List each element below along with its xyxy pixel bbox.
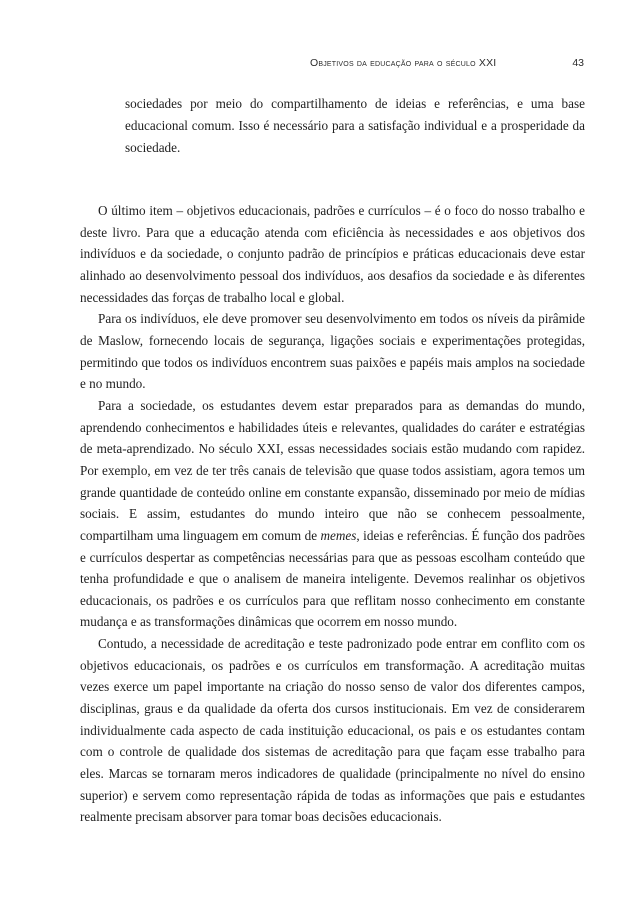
indented-quote-continuation: sociedades por meio do compartilhamento de ideias e referências, e uma base educacional comum. Isso é necessário para a satisfação individual e a prosperidade da sociedade.	[125, 96, 585, 155]
body-text	[80, 200, 585, 828]
paragraph-4: Contudo, a necessidade de acreditação e teste padronizado pode entrar em conflito com os objetivos educacionais, os padrões e os currículos em transformação. A acreditação muitas vezes exerce um papel importante na criação do nosso senso de valor dos diferentes campos, disciplinas, graus e da qualidade da oferta dos cursos institucionais. Em vez de considerarem individualmente cada aspecto de cada instituição educacional, os pais e os estudantes contam com o controle de qualidade dos sistemas de acreditação para que façam esse trabalho para eles. Marcas se tornaram meros indicadores de qualidade (principalmente no nível do ensino superior) e servem como representação rápida de todas as informações que pais e estudantes realmente precisam absorver para tomar boas decisões educacionais.	[80, 636, 585, 825]
paragraph-3-text-b: , ideias e referências. É função dos padrões e currículos despertar as competências necessárias para que as pessoas escolham conteúdo que tenha profundidade e que o analisem de maneira inteligente. Devemos realinhar os objetivos educacionais, os padrões e os currículos para que reflitam nosso conhecimento em constante mudança e as transformações dinâmicas que ocorrem em nosso mundo.	[80, 527, 585, 630]
page-number: 43	[572, 57, 584, 69]
running-header	[300, 57, 584, 75]
paragraph-3	[80, 395, 585, 633]
paragraph-2: Para os indivíduos, ele deve promover seu desenvolvimento em todos os níveis da pirâmide de Maslow, fornecendo locais de segurança, ligações sociais e experimentações protegidas, permitindo que todos os indivíduos encontrem suas paixões e papéis mais amplos na sociedade e no mundo.	[80, 311, 585, 392]
italic-term-memes: memes	[320, 527, 357, 543]
paragraph-3-text-a: Para a sociedade, os estudantes devem estar preparados para as demandas do mundo, aprendendo conhecimentos e habilidades úteis e relevantes, qualidades do caráter e estratégias de meta-aprendizado. No século XXI, essas necessidades sociais estão mudando com rapidez. Por exemplo, em vez de ter três canais de televisão que quase todos assistiam, agora temos um grande quantidade de conteúdo online em constante expansão, disseminado por meio de mídias sociais. E assim, estudantes do mundo inteiro que não se conhecem pessoalmente, compartilham uma linguagem em comum de	[80, 397, 585, 543]
running-header-title: Objetivos da educação para o século XXI	[310, 57, 497, 69]
paragraph-1: O último item – objetivos educacionais, padrões e currículos – é o foco do nosso trabalho e deste livro. Para que a educação atenda com eficiência às necessidades e aos objetivos dos indivíduos e da sociedade, o conjunto padrão de princípios e práticas educacionais deve estar alinhado ao desenvolvimento pessoal dos indivíduos, aos desafios da sociedade e às diferentes necessidades das forças de trabalho local e global.	[80, 203, 585, 305]
